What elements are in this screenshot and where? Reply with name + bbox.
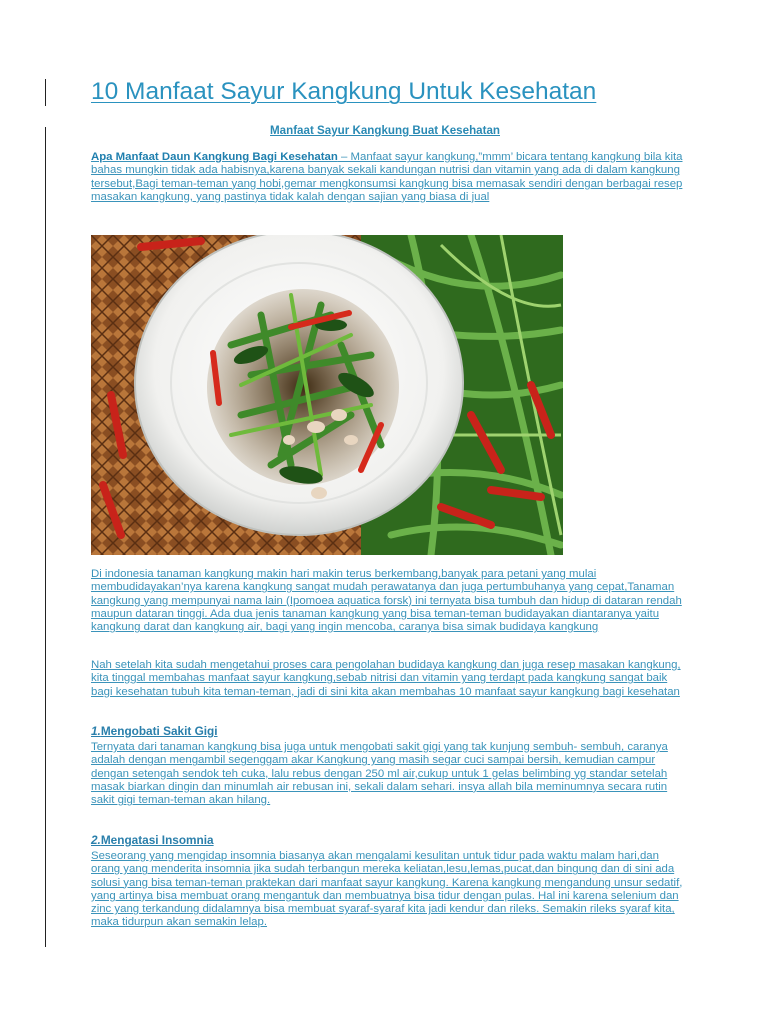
margin-change-bar xyxy=(45,79,46,106)
section-number: 2. xyxy=(91,833,101,847)
intro-text: – Manfaat sayur kangkung,”mmm’ bicara tentang kangkung bila kita bahas mungkin tidak ada habisnya,karena banyak sekali kandungan nutrisi dan vitamin yang ada di dalam kangkung tersebut,Bagi teman-teman yang hobi,gemar mengkonsumsi kangkung bisa memasak sendiri dengan berbagai resep masakan kangkung, yang pastinya tidak kalah dengan sajian yang biasa di jual xyxy=(91,151,683,203)
paragraph-budidaya[interactable]: Di indonesia tanaman kangkung makin hari makin terus berkembang,banyak para petani yang mulai membudidayakan’nya karena kangkung sangat mudah perawatanya dan juga pertumbuhanya yang cepat,Tanaman kangkung yang mempunyai nama lain (Ipomoea aquatica forsk) ini ternyata bisa tumbuh dan hidup di dataran rendah maupun dataran tinggi. Ada dua jenis tanaman kangkung yang bisa teman-teman budidayakan diantaranya yaitu kangkung darat dan kangkung air, bagi yang ingin mencoba, caranya bisa simak budidaya kangkung xyxy=(91,568,682,634)
kangkung-dish-illustration xyxy=(91,235,563,555)
paragraph-pengantar[interactable]: Nah setelah kita sudah mengetahui proses cara pengolahan budidaya kangkung dan juga resep masakan kangkung, kita tinggal membahas manfaat sayur kangkung,sebab nitrisi dan vitamin yang terdapt pada kangkung sangat baik bagi kesehatan tubuh kita teman-teman, jadi di sini kita akan membahas 10 manfaat sayur kangkung bagi kesehatan xyxy=(91,659,681,698)
section-heading-1[interactable] xyxy=(91,724,218,738)
article-title[interactable]: 10 Manfaat Sayur Kangkung Untuk Kesehatan xyxy=(91,78,597,105)
article-subtitle[interactable]: Manfaat Sayur Kangkung Buat Kesehatan xyxy=(270,124,500,137)
section-title: Mengatasi Insomnia xyxy=(100,833,214,847)
section-heading-2[interactable] xyxy=(91,833,214,847)
intro-paragraph[interactable] xyxy=(91,151,685,204)
section-number: 1. xyxy=(91,724,101,738)
section-title: Mengobati Sakit Gigi xyxy=(100,724,218,738)
section-text-1[interactable]: Ternyata dari tanaman kangkung bisa juga untuk mengobati sakit gigi yang tak kunjung sembuh- sembuh, caranya adalah dengan mengambil segenggam akar Kangkung yang masih segar cuci sampai bersih, kemudian campur dengan setengah sendok teh cuka, lalu rebus dengan 250 ml air,cukup untuk 1 gelas belimbing yg standar setelah masak biarkan dingin dan minumlah air rebusan ini, sekali dalam sehari. insya allah bila meminumnya secara rutin sakit gigi teman-teman akan hilang. xyxy=(91,741,668,807)
intro-lead-link[interactable]: Apa Manfaat Daun Kangkung Bagi Kesehatan xyxy=(91,151,338,163)
kangkung-dish-photo xyxy=(91,235,563,555)
section-text-2[interactable]: Seseorang yang mengidap insomnia biasanya akan mengalami kesulitan untuk tidur pada waktu malam hari,dan orang yang menderita insomnia jika sudah terbangun mereka keliatan,lesu,lemas,pucat,dan bingung dan di sini ada solusi yang bisa teman-teman praktekan dari manfaat sayur kangkung. Karena kangkung mengandung unsur sedatif, yang artinya bisa membuat orang mengantuk dan membuatnya bisa tidur dengan pulas. Hal ini karena selenium dan zinc yang terkandung didalamnya bisa membuat syaraf-syaraf kita jadi kendur dan rileks. Semakin rileks syaraf kita, maka tidurpun akan semakin lelap. xyxy=(91,850,683,929)
margin-change-bar xyxy=(45,127,46,947)
